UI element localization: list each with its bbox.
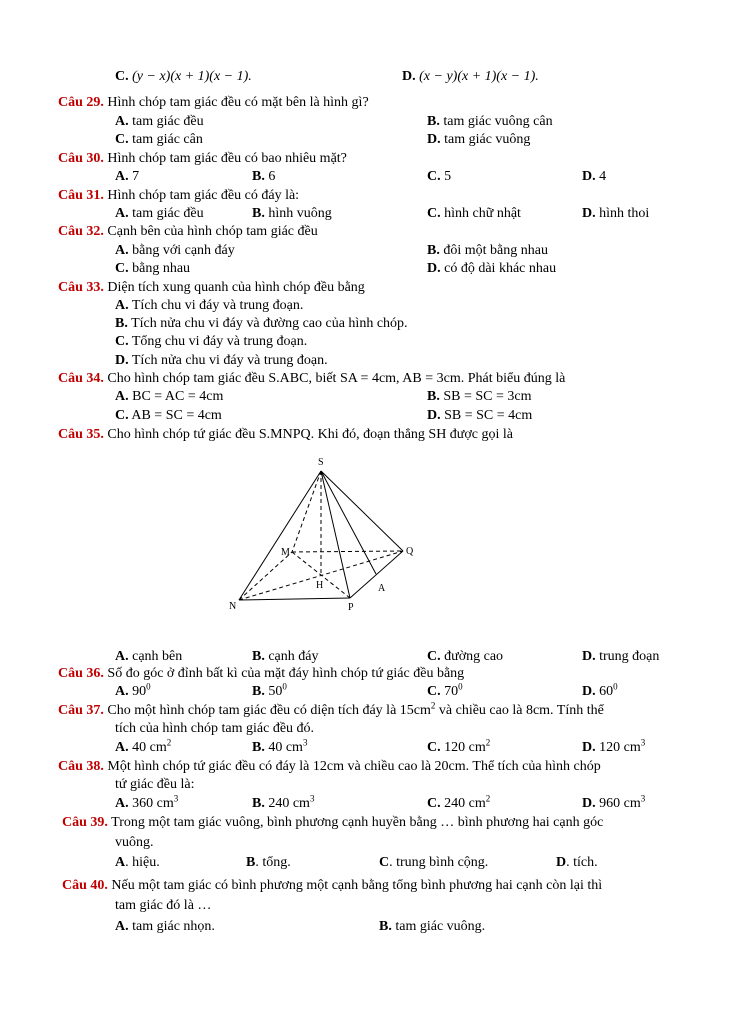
q35-option-b: B. cạnh đáy [252,649,319,664]
q32-option-b: B. đôi một bằng nhau [427,243,548,258]
q37-option-b: B. 40 $cm^3$ [252,737,308,755]
label-s: S [318,457,324,468]
q30-option-d: D. 4 [582,169,607,184]
apothem-sa [321,471,376,574]
q29-option-b: B. tam giác vuông cân [427,114,553,129]
q34-option-a: A. BC = AC = 4cm [115,389,224,404]
q36-option-c: C. $70^0$ [427,681,463,699]
question-38-cont: tứ giác đều là: [115,777,195,792]
question-31: Câu 31. Hình chóp tam giác đều có đáy là: [58,188,300,203]
question-37-cont: tích của hình chóp tam giác đều đó. [115,721,315,736]
question-40-cont: tam giác đó là … [115,898,212,913]
q29-option-a: A. tam giác đều [115,114,204,129]
q37-option-a: A. 40 $cm^2$ [115,737,172,755]
question-39: Câu 39. Trong một tam giác vuông, bình phương cạnh huyền bằng … bình phương hai cạnh góc [62,815,604,830]
label-m: M [281,547,290,558]
q36-option-d: D. $60^0$ [582,681,618,699]
question-40: Câu 40. Nếu một tam giác có bình phương một cạnh bằng tổng bình phương hai cạnh còn lại thì [62,878,603,893]
q40-option-a: A. tam giác nhọn. [115,919,215,934]
q33-option-c: C. Tổng chu vi đáy và trung đoạn. [115,334,308,349]
label-a: A [378,583,386,594]
question-35: Câu 35. Cho hình chóp tứ giác đều S.MNPQ. Khi đó, đoạn thẳng SH được gọi là [58,427,514,442]
q35-option-c: C. đường cao [427,649,504,664]
q32-option-a: A. bằng với cạnh đáy [115,243,235,258]
q33-option-b: B. Tích nửa chu vi đáy và đường cao của hình chóp. [115,316,408,331]
q31-option-b: B. hình vuông [252,206,332,221]
q37-option-d: D. 120 $cm^3$ [582,737,646,755]
edge-sq [321,471,403,551]
q30-option-a: A. 7 [115,169,140,184]
edge-sm [292,471,321,552]
q38-option-c: C. 240 $cm^2$ [427,793,491,811]
q34-option-b: B. SB = SC = 3cm [427,389,532,404]
q31-option-c: C. hình chữ nhật [427,206,521,221]
q37-option-c: C. 120 $cm^2$ [427,737,491,755]
q39-option-b: B. tổng. [246,855,291,870]
q39-option-d: D. tích. [556,855,598,870]
q38-option-d: D. 960 $cm^3$ [582,793,646,811]
edge-pq [350,551,403,598]
q28-option-d: D. (x − y)(x + 1)(x − 1). [402,69,539,84]
q34-option-c: C. AB = SC = 4cm [115,408,222,423]
edge-np [239,598,350,600]
question-36: Câu 36. Số đo góc ở đỉnh bất kì của mặt đáy hình chóp tứ giác đều bằng [58,666,465,681]
question-30: Câu 30. Hình chóp tam giác đều có bao nhiêu mặt? [58,151,347,166]
q38-option-a: A. 360 $cm^3$ [115,793,179,811]
edge-mq [292,551,403,552]
q28-option-c: C. (y − x)(x + 1)(x − 1). [115,69,252,84]
q38-option-b: B. 240 $cm^3$ [252,793,315,811]
label-n: N [229,601,237,612]
question-29: Câu 29. Hình chóp tam giác đều có mặt bên là hình gì? [58,95,369,110]
q30-option-b: B. 6 [252,169,276,184]
q35-option-a: A. cạnh bên [115,649,183,664]
q36-option-b: B. $50^0$ [252,681,287,699]
question-39-cont: vuông. [115,835,154,850]
question-33: Câu 33. Diện tích xung quanh của hình chóp đều bằng [58,280,365,295]
question-37: Câu 37. Cho một hình chóp tam giác đều có diện tích đáy là $15cm^2$ và chiều cao là 8cm. Tính thể [58,700,604,718]
q32-option-d: D. có độ dài khác nhau [427,261,557,276]
pyramid-figure [220,455,430,615]
question-38: Câu 38. Một hình chóp tứ giác đều có đáy là 12cm và chiều cao là 20cm. Thể tích của hình chóp [58,759,601,774]
question-34: Câu 34. Cho hình chóp tam giác đều S.ABC, biết SA = 4cm, AB = 3cm. Phát biểu đúng là [58,371,566,386]
label-h: H [316,580,324,591]
q32-option-c: C. bằng nhau [115,261,191,276]
q29-option-c: C. tam giác cân [115,132,203,147]
q31-option-d: D. hình thoi [582,206,650,221]
label-q: Q [406,546,414,557]
q39-option-a: A. hiệu. [115,855,160,870]
edge-sn [239,471,324,600]
q29-option-d: D. tam giác vuông [427,132,531,147]
q35-option-d: D. trung đoạn [582,649,660,664]
q33-option-d: D. Tích nửa chu vi đáy và trung đoạn. [115,353,328,368]
q30-option-c: C. 5 [427,169,452,184]
question-32: Câu 32. Cạnh bên của hình chóp tam giác đều [58,224,318,239]
q31-option-a: A. tam giác đều [115,206,204,221]
q40-option-b: B. tam giác vuông. [379,919,486,934]
label-p: P [348,602,354,613]
q33-option-a: A. Tích chu vi đáy và trung đoạn. [115,298,304,313]
q39-option-c: C. trung bình cộng. [379,855,489,870]
q36-option-a: A. $90^0$ [115,681,151,699]
q34-option-d: D. SB = SC = 4cm [427,408,533,423]
